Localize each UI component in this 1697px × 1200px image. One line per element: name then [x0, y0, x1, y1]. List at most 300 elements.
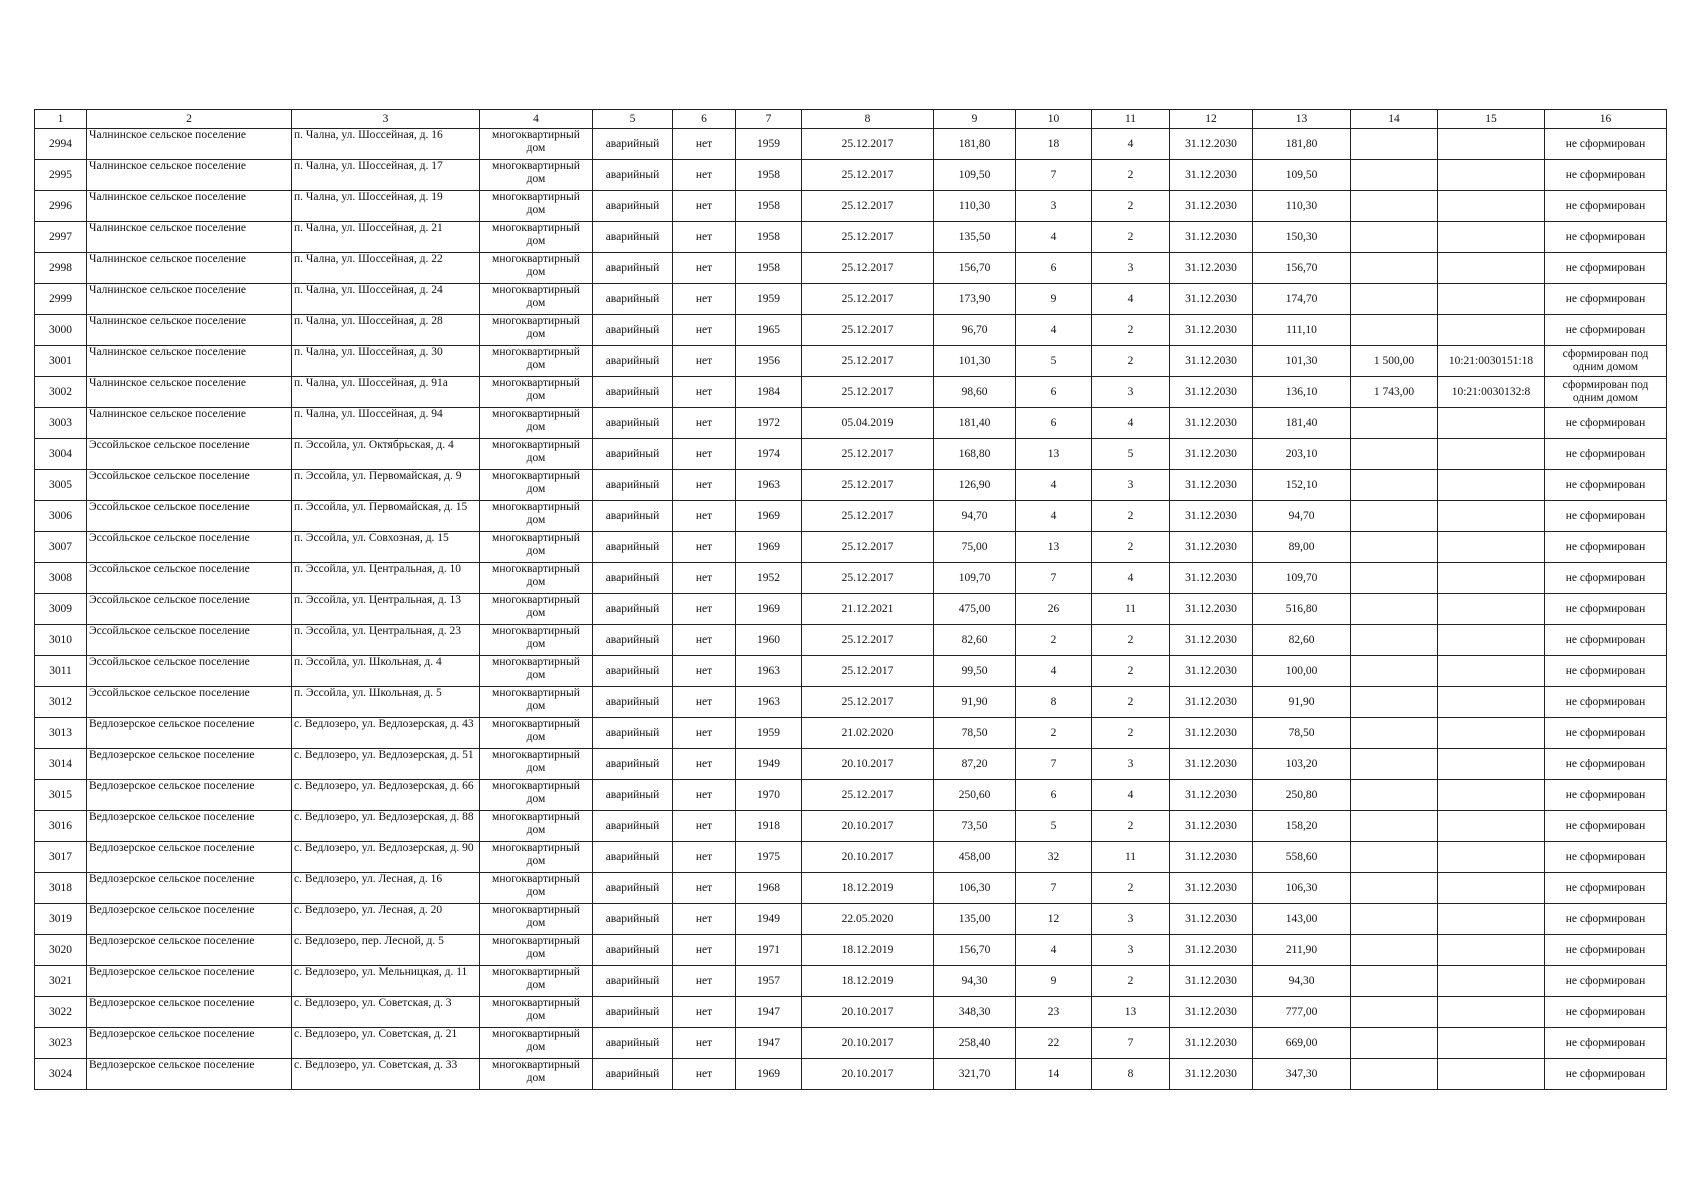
cell-land-area	[1351, 222, 1438, 253]
cell-total-area: 103,20	[1253, 749, 1351, 780]
cell-building-type: многоквартирный дом	[480, 470, 593, 501]
cell-area: 348,30	[934, 997, 1016, 1028]
cell-land-area	[1351, 160, 1438, 191]
cell-recognition-date: 25.12.2017	[802, 501, 934, 532]
cell-apartments: 2	[1092, 532, 1170, 563]
table-row	[35, 191, 1667, 222]
cell-resettlement-date: 31.12.2030	[1170, 1059, 1253, 1090]
table-row	[35, 625, 1667, 656]
cell-total-area: 250,80	[1253, 780, 1351, 811]
cell-recognition-date: 20.10.2017	[802, 1059, 934, 1090]
cell-row-number: 3018	[35, 873, 87, 904]
column-header-14: 14	[1351, 110, 1438, 129]
cell-building-type: многоквартирный дом	[480, 253, 593, 284]
cell-land-status: не сформирован	[1545, 997, 1667, 1028]
cell-land-status: не сформирован	[1545, 191, 1667, 222]
cell-recognition-date: 05.04.2019	[802, 408, 934, 439]
cell-land-status: не сформирован	[1545, 470, 1667, 501]
cell-residents: 5	[1016, 346, 1092, 377]
cell-row-number: 3000	[35, 315, 87, 346]
cell-residents: 7	[1016, 873, 1092, 904]
cell-cadastral-number	[1438, 904, 1545, 935]
cell-condition: аварийный	[593, 191, 673, 222]
cell-total-area: 152,10	[1253, 470, 1351, 501]
cell-residents: 4	[1016, 470, 1092, 501]
cell-row-number: 3022	[35, 997, 87, 1028]
cell-recognition-date: 25.12.2017	[802, 656, 934, 687]
cell-address: с. Ведлозеро, ул. Лесная, д. 16	[292, 873, 480, 904]
cell-apartments: 4	[1092, 563, 1170, 594]
cell-settlement: Эссойльское сельское поселение	[87, 532, 292, 563]
table-row	[35, 687, 1667, 718]
cell-residents: 4	[1016, 656, 1092, 687]
cell-recognition-date: 25.12.2017	[802, 129, 934, 160]
cell-build-year: 1969	[736, 1059, 802, 1090]
cell-row-number: 3007	[35, 532, 87, 563]
cell-total-area: 109,70	[1253, 563, 1351, 594]
cell-row-number: 3002	[35, 377, 87, 408]
cell-settlement: Эссойльское сельское поселение	[87, 470, 292, 501]
cell-condition: аварийный	[593, 1028, 673, 1059]
cell-condition: аварийный	[593, 656, 673, 687]
cell-condition: аварийный	[593, 160, 673, 191]
cell-building-type: многоквартирный дом	[480, 625, 593, 656]
column-header-13: 13	[1253, 110, 1351, 129]
cell-cadastral-number	[1438, 656, 1545, 687]
cell-flag: нет	[673, 594, 736, 625]
table-row	[35, 1059, 1667, 1090]
cell-land-area	[1351, 687, 1438, 718]
table-row	[35, 501, 1667, 532]
column-header-10: 10	[1016, 110, 1092, 129]
cell-area: 135,50	[934, 222, 1016, 253]
cell-row-number: 3011	[35, 656, 87, 687]
cell-cadastral-number	[1438, 222, 1545, 253]
cell-flag: нет	[673, 563, 736, 594]
cell-build-year: 1958	[736, 253, 802, 284]
cell-total-area: 181,40	[1253, 408, 1351, 439]
cell-total-area: 558,60	[1253, 842, 1351, 873]
cell-cadastral-number	[1438, 842, 1545, 873]
cell-land-area	[1351, 408, 1438, 439]
cell-address: с. Ведлозеро, ул. Ведлозерская, д. 43	[292, 718, 480, 749]
cell-area: 94,70	[934, 501, 1016, 532]
cell-total-area: 78,50	[1253, 718, 1351, 749]
cell-settlement: Эссойльское сельское поселение	[87, 687, 292, 718]
table-row	[35, 470, 1667, 501]
cell-resettlement-date: 31.12.2030	[1170, 160, 1253, 191]
cell-total-area: 82,60	[1253, 625, 1351, 656]
cell-residents: 7	[1016, 749, 1092, 780]
cell-flag: нет	[673, 253, 736, 284]
cell-flag: нет	[673, 222, 736, 253]
column-header-2: 2	[87, 110, 292, 129]
cell-settlement: Эссойльское сельское поселение	[87, 563, 292, 594]
cell-build-year: 1918	[736, 811, 802, 842]
cell-land-status: не сформирован	[1545, 563, 1667, 594]
cell-cadastral-number	[1438, 129, 1545, 160]
cell-total-area: 136,10	[1253, 377, 1351, 408]
cell-condition: аварийный	[593, 315, 673, 346]
cell-area: 109,50	[934, 160, 1016, 191]
cell-apartments: 7	[1092, 1028, 1170, 1059]
cell-resettlement-date: 31.12.2030	[1170, 687, 1253, 718]
cell-cadastral-number	[1438, 625, 1545, 656]
cell-area: 181,80	[934, 129, 1016, 160]
cell-address: п. Чална, ул. Шоссейная, д. 24	[292, 284, 480, 315]
cell-apartments: 2	[1092, 501, 1170, 532]
cell-recognition-date: 25.12.2017	[802, 470, 934, 501]
cell-build-year: 1972	[736, 408, 802, 439]
cell-settlement: Ведлозерское сельское поселение	[87, 997, 292, 1028]
cell-flag: нет	[673, 315, 736, 346]
cell-settlement: Чалнинское сельское поселение	[87, 129, 292, 160]
cell-cadastral-number	[1438, 160, 1545, 191]
cell-total-area: 143,00	[1253, 904, 1351, 935]
table-row	[35, 718, 1667, 749]
cell-land-status: не сформирован	[1545, 439, 1667, 470]
cell-total-area: 94,70	[1253, 501, 1351, 532]
cell-cadastral-number	[1438, 997, 1545, 1028]
cell-address: п. Эссойла, ул. Школьная, д. 5	[292, 687, 480, 718]
cell-build-year: 1958	[736, 222, 802, 253]
cell-apartments: 3	[1092, 377, 1170, 408]
cell-residents: 2	[1016, 718, 1092, 749]
cell-row-number: 3023	[35, 1028, 87, 1059]
column-header-4: 4	[480, 110, 593, 129]
cell-building-type: многоквартирный дом	[480, 1059, 593, 1090]
table-row	[35, 315, 1667, 346]
cell-total-area: 181,80	[1253, 129, 1351, 160]
cell-row-number: 2995	[35, 160, 87, 191]
cell-address: п. Эссойла, ул. Октябрьская, д. 4	[292, 439, 480, 470]
table-row	[35, 222, 1667, 253]
cell-settlement: Чалнинское сельское поселение	[87, 408, 292, 439]
table-row	[35, 408, 1667, 439]
cell-land-status: не сформирован	[1545, 315, 1667, 346]
cell-flag: нет	[673, 904, 736, 935]
cell-flag: нет	[673, 532, 736, 563]
table-row	[35, 284, 1667, 315]
column-header-15: 15	[1438, 110, 1545, 129]
column-header-12: 12	[1170, 110, 1253, 129]
cell-recognition-date: 25.12.2017	[802, 160, 934, 191]
cell-apartments: 2	[1092, 966, 1170, 997]
cell-recognition-date: 20.10.2017	[802, 997, 934, 1028]
cell-row-number: 3003	[35, 408, 87, 439]
cell-build-year: 1952	[736, 563, 802, 594]
cell-condition: аварийный	[593, 842, 673, 873]
cell-row-number: 3013	[35, 718, 87, 749]
cell-settlement: Чалнинское сельское поселение	[87, 346, 292, 377]
cell-cadastral-number	[1438, 563, 1545, 594]
cell-residents: 6	[1016, 408, 1092, 439]
cell-land-status: не сформирован	[1545, 842, 1667, 873]
cell-land-status: не сформирован	[1545, 904, 1667, 935]
cell-build-year: 1968	[736, 873, 802, 904]
cell-resettlement-date: 31.12.2030	[1170, 563, 1253, 594]
cell-condition: аварийный	[593, 222, 673, 253]
cell-flag: нет	[673, 687, 736, 718]
cell-residents: 32	[1016, 842, 1092, 873]
cell-condition: аварийный	[593, 346, 673, 377]
table-row	[35, 811, 1667, 842]
table-row	[35, 904, 1667, 935]
table-row	[35, 873, 1667, 904]
cell-residents: 7	[1016, 160, 1092, 191]
cell-resettlement-date: 31.12.2030	[1170, 439, 1253, 470]
table-row	[35, 439, 1667, 470]
table-row	[35, 935, 1667, 966]
cell-land-area	[1351, 532, 1438, 563]
cell-resettlement-date: 31.12.2030	[1170, 532, 1253, 563]
cell-land-status: не сформирован	[1545, 873, 1667, 904]
cell-address: п. Эссойла, ул. Центральная, д. 10	[292, 563, 480, 594]
cell-resettlement-date: 31.12.2030	[1170, 904, 1253, 935]
cell-land-area	[1351, 501, 1438, 532]
cell-flag: нет	[673, 439, 736, 470]
cell-land-status: не сформирован	[1545, 935, 1667, 966]
cell-build-year: 1971	[736, 935, 802, 966]
cell-land-area	[1351, 1059, 1438, 1090]
cell-land-area	[1351, 129, 1438, 160]
cell-residents: 7	[1016, 563, 1092, 594]
cell-build-year: 1949	[736, 749, 802, 780]
cell-apartments: 2	[1092, 346, 1170, 377]
cell-condition: аварийный	[593, 749, 673, 780]
cell-condition: аварийный	[593, 625, 673, 656]
cell-row-number: 3005	[35, 470, 87, 501]
cell-total-area: 158,20	[1253, 811, 1351, 842]
cell-condition: аварийный	[593, 284, 673, 315]
cell-build-year: 1963	[736, 470, 802, 501]
cell-build-year: 1970	[736, 780, 802, 811]
cell-land-status: не сформирован	[1545, 501, 1667, 532]
cell-apartments: 2	[1092, 811, 1170, 842]
cell-residents: 9	[1016, 966, 1092, 997]
cell-residents: 4	[1016, 315, 1092, 346]
cell-flag: нет	[673, 966, 736, 997]
cell-condition: аварийный	[593, 904, 673, 935]
cell-recognition-date: 21.12.2021	[802, 594, 934, 625]
cell-settlement: Чалнинское сельское поселение	[87, 222, 292, 253]
column-header-6: 6	[673, 110, 736, 129]
cell-row-number: 3010	[35, 625, 87, 656]
cell-land-area	[1351, 873, 1438, 904]
cell-land-area	[1351, 811, 1438, 842]
cell-settlement: Эссойльское сельское поселение	[87, 625, 292, 656]
cell-settlement: Чалнинское сельское поселение	[87, 377, 292, 408]
cell-land-status: не сформирован	[1545, 1059, 1667, 1090]
cell-resettlement-date: 31.12.2030	[1170, 129, 1253, 160]
cell-address: с. Ведлозеро, ул. Советская, д. 33	[292, 1059, 480, 1090]
cell-apartments: 11	[1092, 594, 1170, 625]
cell-recognition-date: 25.12.2017	[802, 222, 934, 253]
cell-settlement: Чалнинское сельское поселение	[87, 284, 292, 315]
cell-land-status: не сформирован	[1545, 129, 1667, 160]
cell-area: 78,50	[934, 718, 1016, 749]
cell-area: 321,70	[934, 1059, 1016, 1090]
cell-build-year: 1960	[736, 625, 802, 656]
cell-resettlement-date: 31.12.2030	[1170, 346, 1253, 377]
cell-land-status: не сформирован	[1545, 966, 1667, 997]
cell-settlement: Ведлозерское сельское поселение	[87, 1059, 292, 1090]
cell-area: 87,20	[934, 749, 1016, 780]
table-row	[35, 594, 1667, 625]
cell-settlement: Ведлозерское сельское поселение	[87, 780, 292, 811]
cell-residents: 22	[1016, 1028, 1092, 1059]
cell-address: п. Чална, ул. Шоссейная, д. 19	[292, 191, 480, 222]
table-row	[35, 966, 1667, 997]
cell-total-area: 106,30	[1253, 873, 1351, 904]
cell-building-type: многоквартирный дом	[480, 129, 593, 160]
cell-resettlement-date: 31.12.2030	[1170, 718, 1253, 749]
cell-land-status: не сформирован	[1545, 532, 1667, 563]
cell-settlement: Эссойльское сельское поселение	[87, 439, 292, 470]
cell-address: п. Чална, ул. Шоссейная, д. 30	[292, 346, 480, 377]
cell-settlement: Ведлозерское сельское поселение	[87, 842, 292, 873]
cell-building-type: многоквартирный дом	[480, 687, 593, 718]
table-row	[35, 780, 1667, 811]
cell-row-number: 3016	[35, 811, 87, 842]
cell-recognition-date: 22.05.2020	[802, 904, 934, 935]
cell-area: 458,00	[934, 842, 1016, 873]
cell-recognition-date: 25.12.2017	[802, 284, 934, 315]
cell-cadastral-number	[1438, 687, 1545, 718]
cell-land-status: сформирован под одним домом	[1545, 346, 1667, 377]
cell-row-number: 3012	[35, 687, 87, 718]
cell-row-number: 3009	[35, 594, 87, 625]
table-row	[35, 563, 1667, 594]
cell-condition: аварийный	[593, 563, 673, 594]
cell-building-type: многоквартирный дом	[480, 563, 593, 594]
housing-registry-table	[34, 109, 1667, 1090]
table-row	[35, 532, 1667, 563]
cell-settlement: Ведлозерское сельское поселение	[87, 718, 292, 749]
cell-flag: нет	[673, 129, 736, 160]
cell-total-area: 100,00	[1253, 656, 1351, 687]
cell-building-type: многоквартирный дом	[480, 377, 593, 408]
cell-row-number: 3019	[35, 904, 87, 935]
cell-building-type: многоквартирный дом	[480, 222, 593, 253]
cell-flag: нет	[673, 780, 736, 811]
cell-cadastral-number	[1438, 780, 1545, 811]
cell-apartments: 13	[1092, 997, 1170, 1028]
cell-condition: аварийный	[593, 873, 673, 904]
column-header-5: 5	[593, 110, 673, 129]
cell-apartments: 4	[1092, 284, 1170, 315]
cell-resettlement-date: 31.12.2030	[1170, 408, 1253, 439]
cell-total-area: 109,50	[1253, 160, 1351, 191]
cell-apartments: 3	[1092, 749, 1170, 780]
cell-condition: аварийный	[593, 687, 673, 718]
table-row	[35, 253, 1667, 284]
cell-area: 173,90	[934, 284, 1016, 315]
cell-recognition-date: 20.10.2017	[802, 842, 934, 873]
cell-land-area	[1351, 470, 1438, 501]
cell-cadastral-number	[1438, 1028, 1545, 1059]
table-row	[35, 749, 1667, 780]
cell-address: с. Ведлозеро, ул. Ведлозерская, д. 88	[292, 811, 480, 842]
cell-condition: аварийный	[593, 253, 673, 284]
cell-area: 101,30	[934, 346, 1016, 377]
cell-residents: 8	[1016, 687, 1092, 718]
cell-apartments: 4	[1092, 129, 1170, 160]
cell-land-area	[1351, 966, 1438, 997]
cell-address: с. Ведлозеро, ул. Советская, д. 3	[292, 997, 480, 1028]
cell-row-number: 3006	[35, 501, 87, 532]
cell-recognition-date: 25.12.2017	[802, 532, 934, 563]
cell-recognition-date: 25.12.2017	[802, 563, 934, 594]
cell-settlement: Эссойльское сельское поселение	[87, 501, 292, 532]
cell-land-area: 1 743,00	[1351, 377, 1438, 408]
cell-row-number: 3008	[35, 563, 87, 594]
cell-flag: нет	[673, 284, 736, 315]
cell-flag: нет	[673, 377, 736, 408]
cell-address: п. Чална, ул. Шоссейная, д. 17	[292, 160, 480, 191]
cell-area: 75,00	[934, 532, 1016, 563]
cell-flag: нет	[673, 625, 736, 656]
cell-area: 99,50	[934, 656, 1016, 687]
cell-residents: 13	[1016, 532, 1092, 563]
cell-total-area: 669,00	[1253, 1028, 1351, 1059]
cell-flag: нет	[673, 470, 736, 501]
cell-condition: аварийный	[593, 129, 673, 160]
cell-build-year: 1947	[736, 997, 802, 1028]
cell-land-status: не сформирован	[1545, 811, 1667, 842]
cell-address: п. Эссойла, ул. Первомайская, д. 9	[292, 470, 480, 501]
cell-land-area	[1351, 284, 1438, 315]
cell-resettlement-date: 31.12.2030	[1170, 873, 1253, 904]
cell-condition: аварийный	[593, 532, 673, 563]
cell-flag: нет	[673, 408, 736, 439]
cell-building-type: многоквартирный дом	[480, 997, 593, 1028]
cell-address: п. Эссойла, ул. Совхозная, д. 15	[292, 532, 480, 563]
cell-cadastral-number	[1438, 253, 1545, 284]
cell-address: с. Ведлозеро, ул. Ведлозерская, д. 51	[292, 749, 480, 780]
cell-settlement: Ведлозерское сельское поселение	[87, 873, 292, 904]
cell-residents: 6	[1016, 377, 1092, 408]
cell-apartments: 2	[1092, 625, 1170, 656]
cell-build-year: 1957	[736, 966, 802, 997]
cell-cadastral-number	[1438, 532, 1545, 563]
cell-build-year: 1958	[736, 191, 802, 222]
cell-apartments: 2	[1092, 718, 1170, 749]
cell-settlement: Эссойльское сельское поселение	[87, 656, 292, 687]
table-row	[35, 842, 1667, 873]
cell-flag: нет	[673, 191, 736, 222]
cell-building-type: многоквартирный дом	[480, 966, 593, 997]
cell-settlement: Чалнинское сельское поселение	[87, 160, 292, 191]
table-row	[35, 129, 1667, 160]
cell-total-area: 110,30	[1253, 191, 1351, 222]
cell-total-area: 89,00	[1253, 532, 1351, 563]
cell-condition: аварийный	[593, 1059, 673, 1090]
cell-flag: нет	[673, 749, 736, 780]
cell-recognition-date: 25.12.2017	[802, 687, 934, 718]
cell-apartments: 4	[1092, 780, 1170, 811]
cell-apartments: 2	[1092, 687, 1170, 718]
cell-apartments: 5	[1092, 439, 1170, 470]
table-row	[35, 997, 1667, 1028]
cell-land-status: не сформирован	[1545, 718, 1667, 749]
cell-settlement: Чалнинское сельское поселение	[87, 315, 292, 346]
cell-total-area: 111,10	[1253, 315, 1351, 346]
cell-area: 126,90	[934, 470, 1016, 501]
cell-apartments: 3	[1092, 904, 1170, 935]
cell-land-area	[1351, 780, 1438, 811]
cell-building-type: многоквартирный дом	[480, 532, 593, 563]
